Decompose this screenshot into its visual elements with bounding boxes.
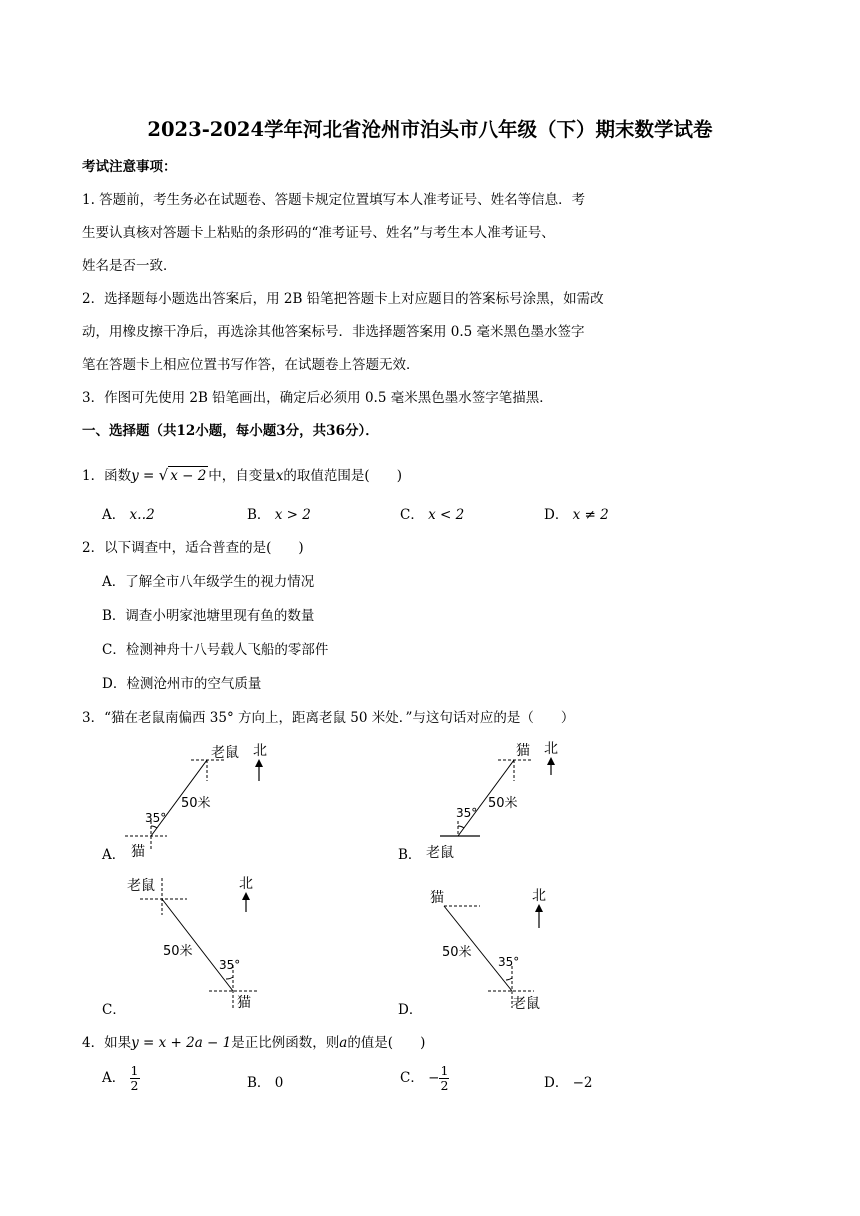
q1-formula-lhs: y = <box>131 468 159 484</box>
q1-radicand: x − 2 <box>170 468 207 484</box>
fig-d-angle: 35° <box>498 955 520 969</box>
q1-mid: 中，自变量 <box>208 468 276 484</box>
notice-line: 动，用橡皮擦干净后，再选涂其他答案标号．非选择题答案用 0.5 毫米黑色墨水签字 <box>82 324 585 340</box>
notice-line: 1. 答题前，考生务必在试题卷、答题卡规定位置填写本人准考证号、姓名等信息．考 <box>82 192 586 208</box>
q4-option-d[interactable]: D． −2 <box>544 1075 593 1091</box>
q4-formula: y = x + 2a − 1 <box>131 1035 232 1051</box>
q1-option-d[interactable]: D． x ≠ 2 <box>544 507 609 523</box>
fig-d-north: 北 <box>532 888 546 904</box>
notice-line: 生要认真核对答题卡上粘贴的条形码的“准考证号、姓名”与考生本人准考证号、 <box>82 225 555 241</box>
q2-option-d[interactable]: D．检测沧州市的空气质量 <box>102 676 262 692</box>
q3-option-a[interactable]: A． <box>102 847 126 863</box>
q3-option-b[interactable]: B． <box>398 847 422 863</box>
q2-option-a[interactable]: A．了解全市八年级学生的视力情况 <box>102 574 315 590</box>
notice-line: 姓名是否一致． <box>82 258 177 274</box>
q1-pre: 1．函数 <box>82 468 132 484</box>
fig-d-mouse: 老鼠 <box>512 996 540 1012</box>
notice-line: 笔在答题卡上相应位置书写作答，在试题卷上答题无效． <box>82 357 420 373</box>
q4-option-c[interactable]: C． − $\frac{1}{2}$ <box>400 1063 449 1093</box>
q2-option-c[interactable]: C．检测神舟十八号载人飞船的零部件 <box>102 642 329 658</box>
question-2-stem: 2．以下调查中，适合普查的是( ) <box>82 540 304 556</box>
fig-b-dist: 50米 <box>488 796 518 811</box>
fig-b-north: 北 <box>544 741 558 757</box>
q4-post: 的值是( ) <box>347 1035 426 1051</box>
question-3-stem: 3．“猫在老鼠南偏西 35° 方向上，距离老鼠 50 米处．”与这句话对应的是（ ） <box>82 710 575 726</box>
page-title: 2023-2024学年河北省沧州市泊头市八年级（下）期末数学试卷 <box>147 118 713 141</box>
q4-option-a[interactable]: A． $\frac{1}{2}$ <box>102 1063 139 1093</box>
notice-heading: 考试注意事项： <box>82 159 177 175</box>
fig-c-angle: 35° <box>219 958 241 972</box>
fig-b-angle: 35° <box>456 806 478 820</box>
fig-d-cat: 猫 <box>430 890 444 906</box>
q4-option-b[interactable]: B． 0 <box>247 1075 284 1091</box>
fig-c-dist: 50米 <box>163 944 193 959</box>
q1-option-a[interactable]: A． x‥2 <box>102 507 155 523</box>
fig-a-dist: 50米 <box>181 796 211 811</box>
q2-option-b[interactable]: B．调查小明家池塘里现有鱼的数量 <box>102 608 315 624</box>
q4-pre: 4．如果 <box>82 1035 132 1051</box>
q3-figure-c <box>115 870 275 1015</box>
q4-var: a <box>339 1035 348 1051</box>
q3-figure-b <box>420 735 580 865</box>
q1-option-b[interactable]: B． x > 2 <box>247 507 311 523</box>
q1-post: 的取值范围是( ) <box>283 468 402 484</box>
notice-line: 3．作图可先使用 2B 铅笔画出，确定后必须用 0.5 毫米黑色墨水签字笔描黑． <box>82 390 553 406</box>
q4-mid: 是正比例函数，则 <box>231 1035 340 1051</box>
q3-option-c[interactable]: C． <box>102 1002 126 1018</box>
fig-a-angle: 35° <box>145 811 167 825</box>
fig-d-dist: 50米 <box>442 945 472 960</box>
fig-b-mouse: 老鼠 <box>426 845 454 861</box>
fig-c-north: 北 <box>239 876 253 892</box>
fig-a-cat: 猫 <box>131 844 145 860</box>
section-heading: 一、选择题（共12小题，每小题3分，共36分）． <box>82 423 379 439</box>
notice-line: 2．选择题每小题选出答案后，用 2B 铅笔把答题卡上对应题目的答案标号涂黑，如需改 <box>82 291 604 307</box>
fig-c-cat: 猫 <box>237 995 251 1011</box>
question-4-stem <box>82 1034 425 1052</box>
q3-figure-d <box>420 870 580 1015</box>
q1-option-c[interactable]: C． x < 2 <box>400 507 465 523</box>
q3-option-d[interactable]: D． <box>398 1002 423 1018</box>
question-1-stem: 1．函数y = √ x − 2 中，自变量x的取值范围是( ) <box>82 466 402 484</box>
fig-b-cat: 猫 <box>516 743 530 759</box>
fig-a-mouse: 老鼠 <box>211 745 239 761</box>
fig-c-mouse: 老鼠 <box>127 878 155 894</box>
q3-figure-a <box>115 735 275 865</box>
q1-var: x <box>275 468 284 484</box>
fig-a-north: 北 <box>253 743 267 759</box>
